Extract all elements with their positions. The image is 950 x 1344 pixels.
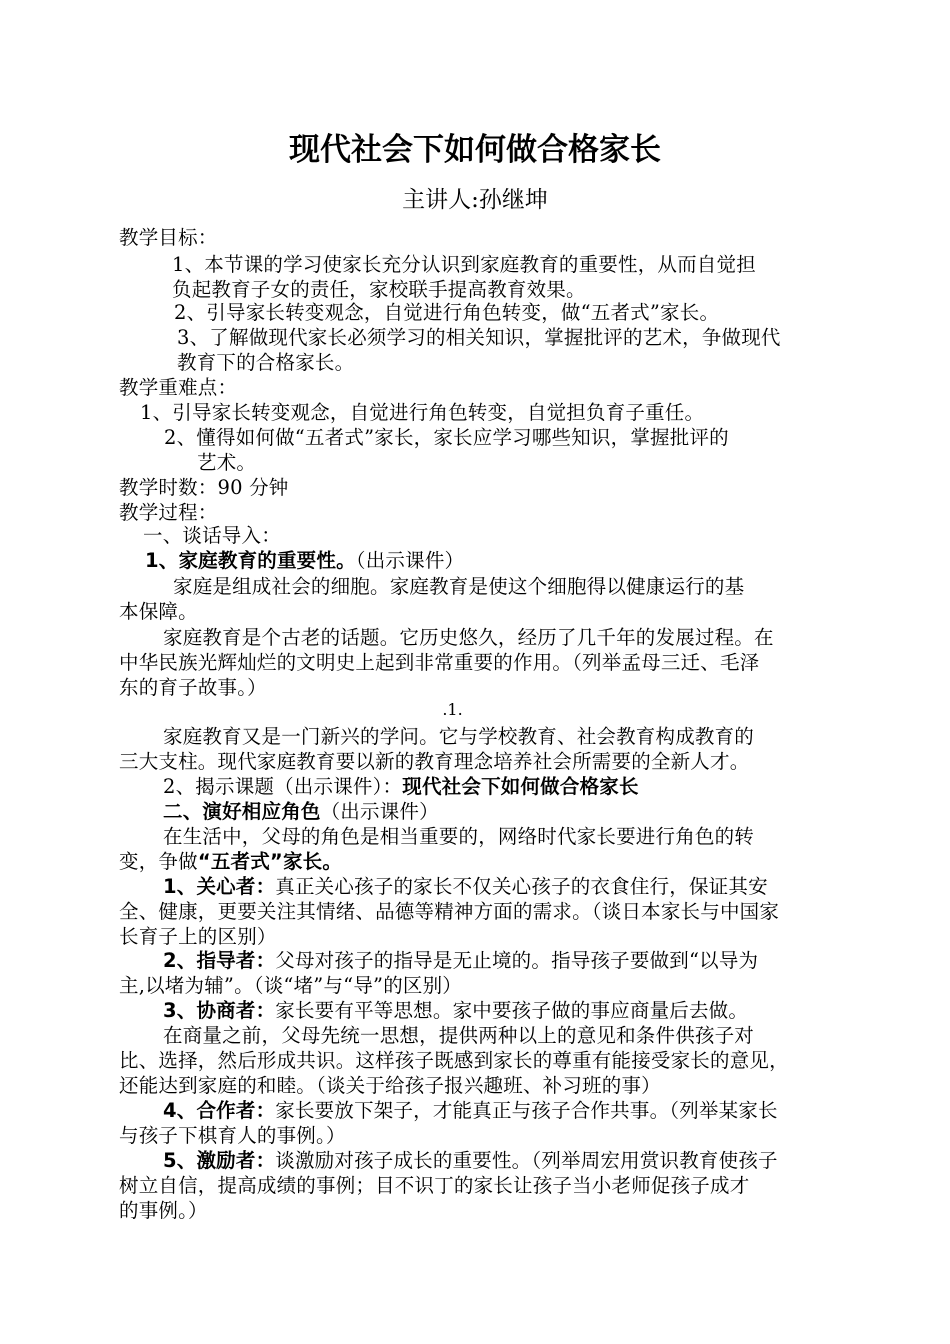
section-1-heading: 一、谈话导入： xyxy=(143,524,281,547)
section-2-heading-rest: （出示课件） xyxy=(320,800,439,823)
role-1-line-1 xyxy=(163,874,768,900)
role-3-para-line-3: 还能达到家庭的和睦。（谈关于给孩子报兴趣班、补习班的事） xyxy=(119,1074,661,1097)
para-2-line-2: 中华民族光辉灿烂的文明史上起到非常重要的作用。（列举孟母三迁、毛泽 xyxy=(119,651,760,674)
role-4-text: 家长要放下架子，才能真正与孩子合作共事。（列举某家长 xyxy=(275,1099,778,1122)
section-2-heading xyxy=(163,799,439,825)
role-5-text: 谈激励对孩子成长的重要性。（列举周宏用赏识教育使孩子 xyxy=(275,1149,778,1172)
objective-1-line-2: 负起教育子女的责任，家校联手提高教育效果。 xyxy=(172,278,586,301)
role-3-text: 家长要有平等思想。家中要孩子做的事应商量后去做。 xyxy=(275,999,749,1022)
role-4-label: 4、合作者： xyxy=(163,1099,276,1122)
role-2-label: 2、指导者： xyxy=(163,949,276,972)
key-point-1: 1、引导家长转变观念，自觉进行角色转变，自觉担负育子重任。 xyxy=(140,401,705,424)
page-number: .1. xyxy=(442,700,463,719)
role-3-line-1 xyxy=(163,998,748,1024)
section-2-heading-bold: 二、演好相应角色 xyxy=(163,800,321,823)
para-bold: “五者式”家长。 xyxy=(197,850,343,873)
section-2-para-line-1: 在生活中，父母的角色是相当重要的，网络时代家长要进行角色的转 xyxy=(163,825,755,848)
role-3-para-line-2: 比、选择，然后形成共识。这样孩子既感到家长的尊重有能接受家长的意见， xyxy=(119,1049,789,1072)
teaching-time: 教学时数：90 分钟 xyxy=(119,476,289,499)
speaker-line: 主讲人:孙继坤 xyxy=(402,187,548,213)
para-plain: 变，争做 xyxy=(119,850,198,873)
item-1-rest: （出示课件） xyxy=(355,549,465,572)
role-4-line-1 xyxy=(163,1098,778,1124)
role-5-label: 5、激励者： xyxy=(163,1149,276,1172)
objective-3-line-1: 3、了解做现代家长必须学习的相关知识，掌握批评的艺术，争做现代 xyxy=(177,326,781,349)
item-2-plain: 2、揭示课题（出示课件）： xyxy=(163,775,403,798)
key-points-heading: 教学重难点： xyxy=(119,376,238,399)
objective-2: 2、引导家长转变观念，自觉进行角色转变，做“五者式”家长。 xyxy=(174,301,720,324)
section-2-para-line-2 xyxy=(119,849,342,875)
section-1-item-1 xyxy=(145,548,464,574)
item-2-bold: 现代社会下如何做合格家长 xyxy=(402,775,639,798)
role-2-line-2: 主,以堵为辅”。（谈“堵”与“导”的区别） xyxy=(119,974,462,997)
para-1-line-2: 本保障。 xyxy=(119,600,198,623)
para-3-line-2: 三大支柱。现代家庭教育要以新的教育理念培养社会所需要的全新人才。 xyxy=(119,750,750,773)
para-1-line-1: 家庭是组成社会的细胞。家庭教育是使这个细胞得以健康运行的基 xyxy=(173,575,745,598)
role-5-line-1 xyxy=(163,1148,778,1174)
section-1-item-2 xyxy=(163,774,639,800)
key-point-2-line-1: 2、懂得如何做“五者式”家长，家长应学习哪些知识，掌握批评的 xyxy=(164,426,729,449)
role-2-line-1 xyxy=(163,948,758,974)
para-2-line-1: 家庭教育是个古老的话题。它历史悠久，经历了几千年的发展过程。在 xyxy=(163,626,774,649)
para-3-line-1: 家庭教育又是一门新兴的学问。它与学校教育、社会教育构成教育的 xyxy=(163,725,755,748)
role-2-text: 父母对孩子的指导是无止境的。指导孩子要做到“以导为 xyxy=(275,949,759,972)
para-2-line-3: 东的育子故事。） xyxy=(119,676,267,699)
role-4-line-2: 与孩子下棋育人的事例。） xyxy=(119,1124,346,1147)
role-5-line-3: 的事例。） xyxy=(119,1199,208,1222)
objectives-heading: 教学目标： xyxy=(119,226,218,249)
role-1-line-3: 长育子上的区别） xyxy=(119,925,277,948)
objective-1-line-1: 1、本节课的学习使家长充分认识到家庭教育的重要性，从而自觉担 xyxy=(172,253,756,276)
role-3-para-line-1: 在商量之前，父母先统一思想，提供两种以上的意见和条件供孩子对 xyxy=(163,1024,755,1047)
item-1-bold: 1、家庭教育的重要性。 xyxy=(145,549,356,572)
role-1-line-2: 全、健康，更要关注其情绪、品德等精神方面的需求。（谈日本家长与中国家 xyxy=(119,900,780,923)
page-title: 现代社会下如何做合格家长 xyxy=(289,132,661,168)
objective-3-line-2: 教育下的合格家长。 xyxy=(177,351,355,374)
role-5-line-2: 树立自信，提高成绩的事例；目不识丁的家长让孩子当小老师促孩子成才 xyxy=(119,1174,750,1197)
role-1-text: 真正关心孩子的家长不仅关心孩子的衣食住行，保证其安 xyxy=(275,875,768,898)
process-heading: 教学过程： xyxy=(119,501,218,524)
role-1-label: 1、关心者： xyxy=(163,875,276,898)
role-3-label: 3、协商者： xyxy=(163,999,276,1022)
key-point-2-line-2: 艺术。 xyxy=(197,451,257,474)
